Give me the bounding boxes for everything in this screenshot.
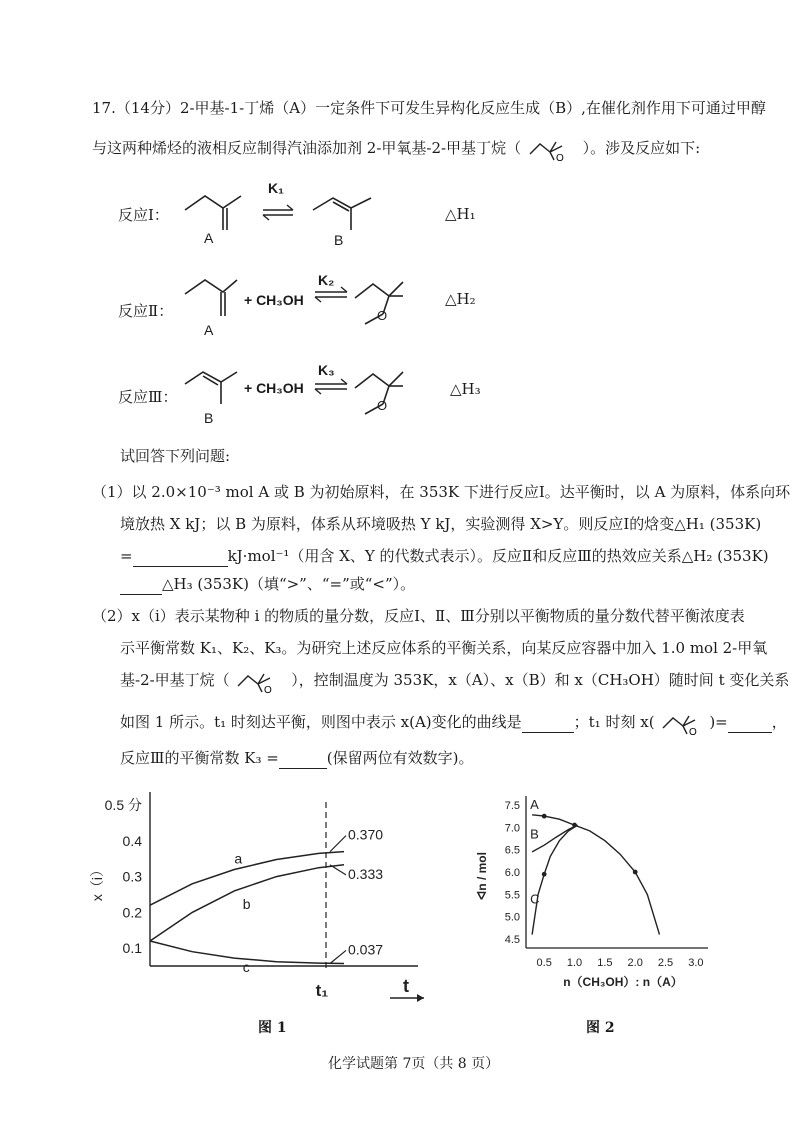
reaction-1-k: K₁ xyxy=(268,180,284,196)
data-point xyxy=(633,870,638,875)
part2-line-4-b: ；t₁ 时刻 x( xyxy=(573,713,655,731)
part1-line-1: （1）以 2.0×10⁻³ mol A 或 B 为初始原料，在 353K 下进行反应Ⅰ。达平衡时，以 A 为原料，体系向环 xyxy=(92,483,791,501)
figure-2-caption: 图 2 xyxy=(586,1020,615,1036)
page-footer: 化学试题第 7页（共 8 页） xyxy=(328,1056,500,1072)
y-tick-label: 6.5 xyxy=(504,844,520,857)
part2-line-4 xyxy=(120,710,787,736)
curve-label-b: b xyxy=(242,895,251,912)
time-arrow-head xyxy=(417,994,424,1002)
svg-text:O: O xyxy=(689,727,698,736)
reaction-2-dh: △H₂ xyxy=(445,290,476,308)
reaction-2-k: K₂ xyxy=(318,272,335,288)
reaction-1-label: 反应Ⅰ： xyxy=(118,206,169,224)
y-tick-label: 6.0 xyxy=(504,867,520,879)
x-axis-label: t xyxy=(403,976,409,996)
part2-line-3 xyxy=(120,668,789,694)
x-tick-label: 0.5 xyxy=(536,957,552,969)
reaction-3-label: 反应Ⅲ： xyxy=(118,388,178,406)
part2-line-4-a: 如图 1 所示。t₁ 时刻达平衡，则图中表示 x(A)变化的曲线是 xyxy=(120,713,522,731)
figure-1-caption: 图 1 xyxy=(258,1020,287,1036)
figure-1-chart xyxy=(88,780,448,1030)
answer-blank-curve[interactable] xyxy=(522,712,574,733)
curve-C xyxy=(532,825,578,935)
part2-line-3-post: ），控制温度为 353K，x（A）、x（B）和 x（CH₃OH）随时间 t 变化关系 xyxy=(291,671,790,689)
y-axis-label: ᐊn / mol xyxy=(475,852,489,900)
figure-2-chart xyxy=(468,780,740,1020)
y-tick-label: 4.5 xyxy=(504,934,520,947)
methoxy-methylbutane-structure xyxy=(234,668,286,694)
part1-eq-sign: = xyxy=(120,547,133,565)
x-tick-label: 1.0 xyxy=(566,957,583,969)
y-tick-label: 0.2 xyxy=(122,904,142,921)
reaction-1-dh: △H₁ xyxy=(445,205,476,223)
x-tick-label: 2.0 xyxy=(627,957,643,969)
product-ether-structure xyxy=(355,372,403,414)
data-point xyxy=(542,872,547,877)
part2-line-5 xyxy=(120,748,474,769)
reaction-2-label: 反应Ⅱ： xyxy=(118,302,174,320)
part2-line-4-d: ， xyxy=(771,713,787,731)
svg-text:O: O xyxy=(377,308,388,323)
y-tick-label: 0.1 xyxy=(122,940,142,957)
part2-line-3-pre: 基-2-甲基丁烷（ xyxy=(120,671,230,689)
equilibrium-arrow-k2 xyxy=(315,287,347,302)
reaction-2-reactant-tag: A xyxy=(204,322,214,338)
reaction-1-scheme xyxy=(175,178,435,248)
intro-text-post: ）。涉及反应如下: xyxy=(582,139,701,157)
y-tick-label: 0.3 xyxy=(122,868,142,885)
annotation-arrow xyxy=(330,865,346,875)
reaction-3-scheme xyxy=(175,354,435,424)
part2-line-1: （2）x（i）表示某物种 i 的物质的量分数，反应Ⅰ、Ⅱ、Ⅲ分别以平衡物质的量分数代替平衡浓度表 xyxy=(92,607,745,625)
curve-label-C: C xyxy=(530,891,540,907)
methoxy-methylbutane-structure xyxy=(659,710,709,736)
svg-text:O: O xyxy=(264,685,273,694)
part1-line-3-text: kJ·mol⁻¹（用含 X、Y 的代数式表示）。反应Ⅱ和反应Ⅲ的热效应关系△H₂ (353K) xyxy=(227,547,769,565)
svg-text:O: O xyxy=(377,398,388,413)
equilibrium-arrow-k3 xyxy=(315,379,347,394)
reaction-2-scheme xyxy=(175,268,435,338)
curve-label-c: c xyxy=(242,959,250,976)
x-tick-label: 2.5 xyxy=(657,957,674,969)
molecule-a-structure xyxy=(185,196,241,230)
data-point xyxy=(572,823,577,828)
prompt-text: 试回答下列问题: xyxy=(120,447,231,465)
part1-line-4 xyxy=(120,574,415,595)
annotation-arrow xyxy=(330,836,346,852)
reaction-2-reagent: + CH₃OH xyxy=(244,292,304,308)
curve-label-a: a xyxy=(234,850,243,867)
methoxy-methylbutane-structure xyxy=(526,136,578,162)
annotation-value: 0.037 xyxy=(348,941,384,958)
y-tick-label: 0.4 xyxy=(122,832,142,849)
y-tick-label: 7.0 xyxy=(504,822,520,835)
x-axis-label: n（CH₃OH）: n（A） xyxy=(563,975,683,989)
t1-label: t₁ xyxy=(315,981,329,1000)
reaction-3-reactant-tag: B xyxy=(204,410,214,426)
question-intro-line-2 xyxy=(92,136,700,162)
part2-line-5-a: 反应Ⅲ的平衡常数 K₃ = xyxy=(120,749,279,767)
x-tick-label: 3.0 xyxy=(688,957,704,969)
part1-line-3 xyxy=(120,546,769,567)
y-axis-label: x（i） xyxy=(89,862,105,902)
molecule-b-structure xyxy=(313,198,371,230)
reaction-3-k: K₃ xyxy=(318,362,335,378)
equilibrium-arrow-k1 xyxy=(263,205,293,220)
answer-blank-x-ether[interactable] xyxy=(728,712,772,733)
part2-line-2: 示平衡常数 K₁、K₂、K₃。为研究上述反应体系的平衡关系，向某反应容器中加入 1.0 mol 2-甲氧 xyxy=(120,639,768,657)
annotation-value: 0.370 xyxy=(348,826,384,843)
reaction-3-reagent: + CH₃OH xyxy=(244,380,304,396)
answer-blank-k3[interactable] xyxy=(279,748,327,769)
annotation-value: 0.333 xyxy=(348,865,384,882)
product-ether-structure xyxy=(355,282,403,324)
part1-line-4-text: △H₃ (353K)（填“>”、“=”或“<”）。 xyxy=(162,575,416,593)
intro-text-pre: 与这两种烯烃的液相反应制得汽油添加剂 2-甲氧基-2-甲基丁烷（ xyxy=(92,139,522,157)
annotation-arrow xyxy=(330,950,346,963)
question-intro-line-1: 17.（14分）2-甲基-1-丁烯（A）一定条件下可发生异构化反应生成（B）,在催化剂作用下可通过甲醇 xyxy=(92,99,766,117)
curve-A xyxy=(532,815,659,935)
y-tick-label: 5.5 xyxy=(504,889,520,902)
reaction-3-dh: △H₃ xyxy=(450,380,481,398)
reaction-1-reactant-tag: A xyxy=(204,230,214,246)
answer-blank-dh1[interactable] xyxy=(133,546,228,567)
y-tick-label: 7.5 xyxy=(504,799,520,812)
part2-line-5-b: (保留两位有效数字)。 xyxy=(326,749,474,767)
curve-label-B: B xyxy=(530,826,539,842)
part2-line-4-c: )= xyxy=(709,713,728,731)
reaction-1-product-tag: B xyxy=(334,232,344,248)
svg-text:O: O xyxy=(555,153,564,162)
y-tick-label: 5.0 xyxy=(504,911,520,924)
data-point xyxy=(542,814,547,819)
x-tick-label: 1.5 xyxy=(597,957,613,969)
y-tick-label: 0.5 分 xyxy=(104,797,142,814)
curve-label-A: A xyxy=(530,796,539,812)
molecule-b-structure xyxy=(185,372,237,404)
molecule-a-structure xyxy=(185,280,237,316)
part1-line-2: 境放热 X kJ；以 B 为原料，体系从环境吸热 Y kJ，实验测得 X>Y。则反应Ⅰ的焓变△H₁ (353K) xyxy=(120,515,762,533)
answer-blank-dh-compare[interactable] xyxy=(120,574,162,595)
